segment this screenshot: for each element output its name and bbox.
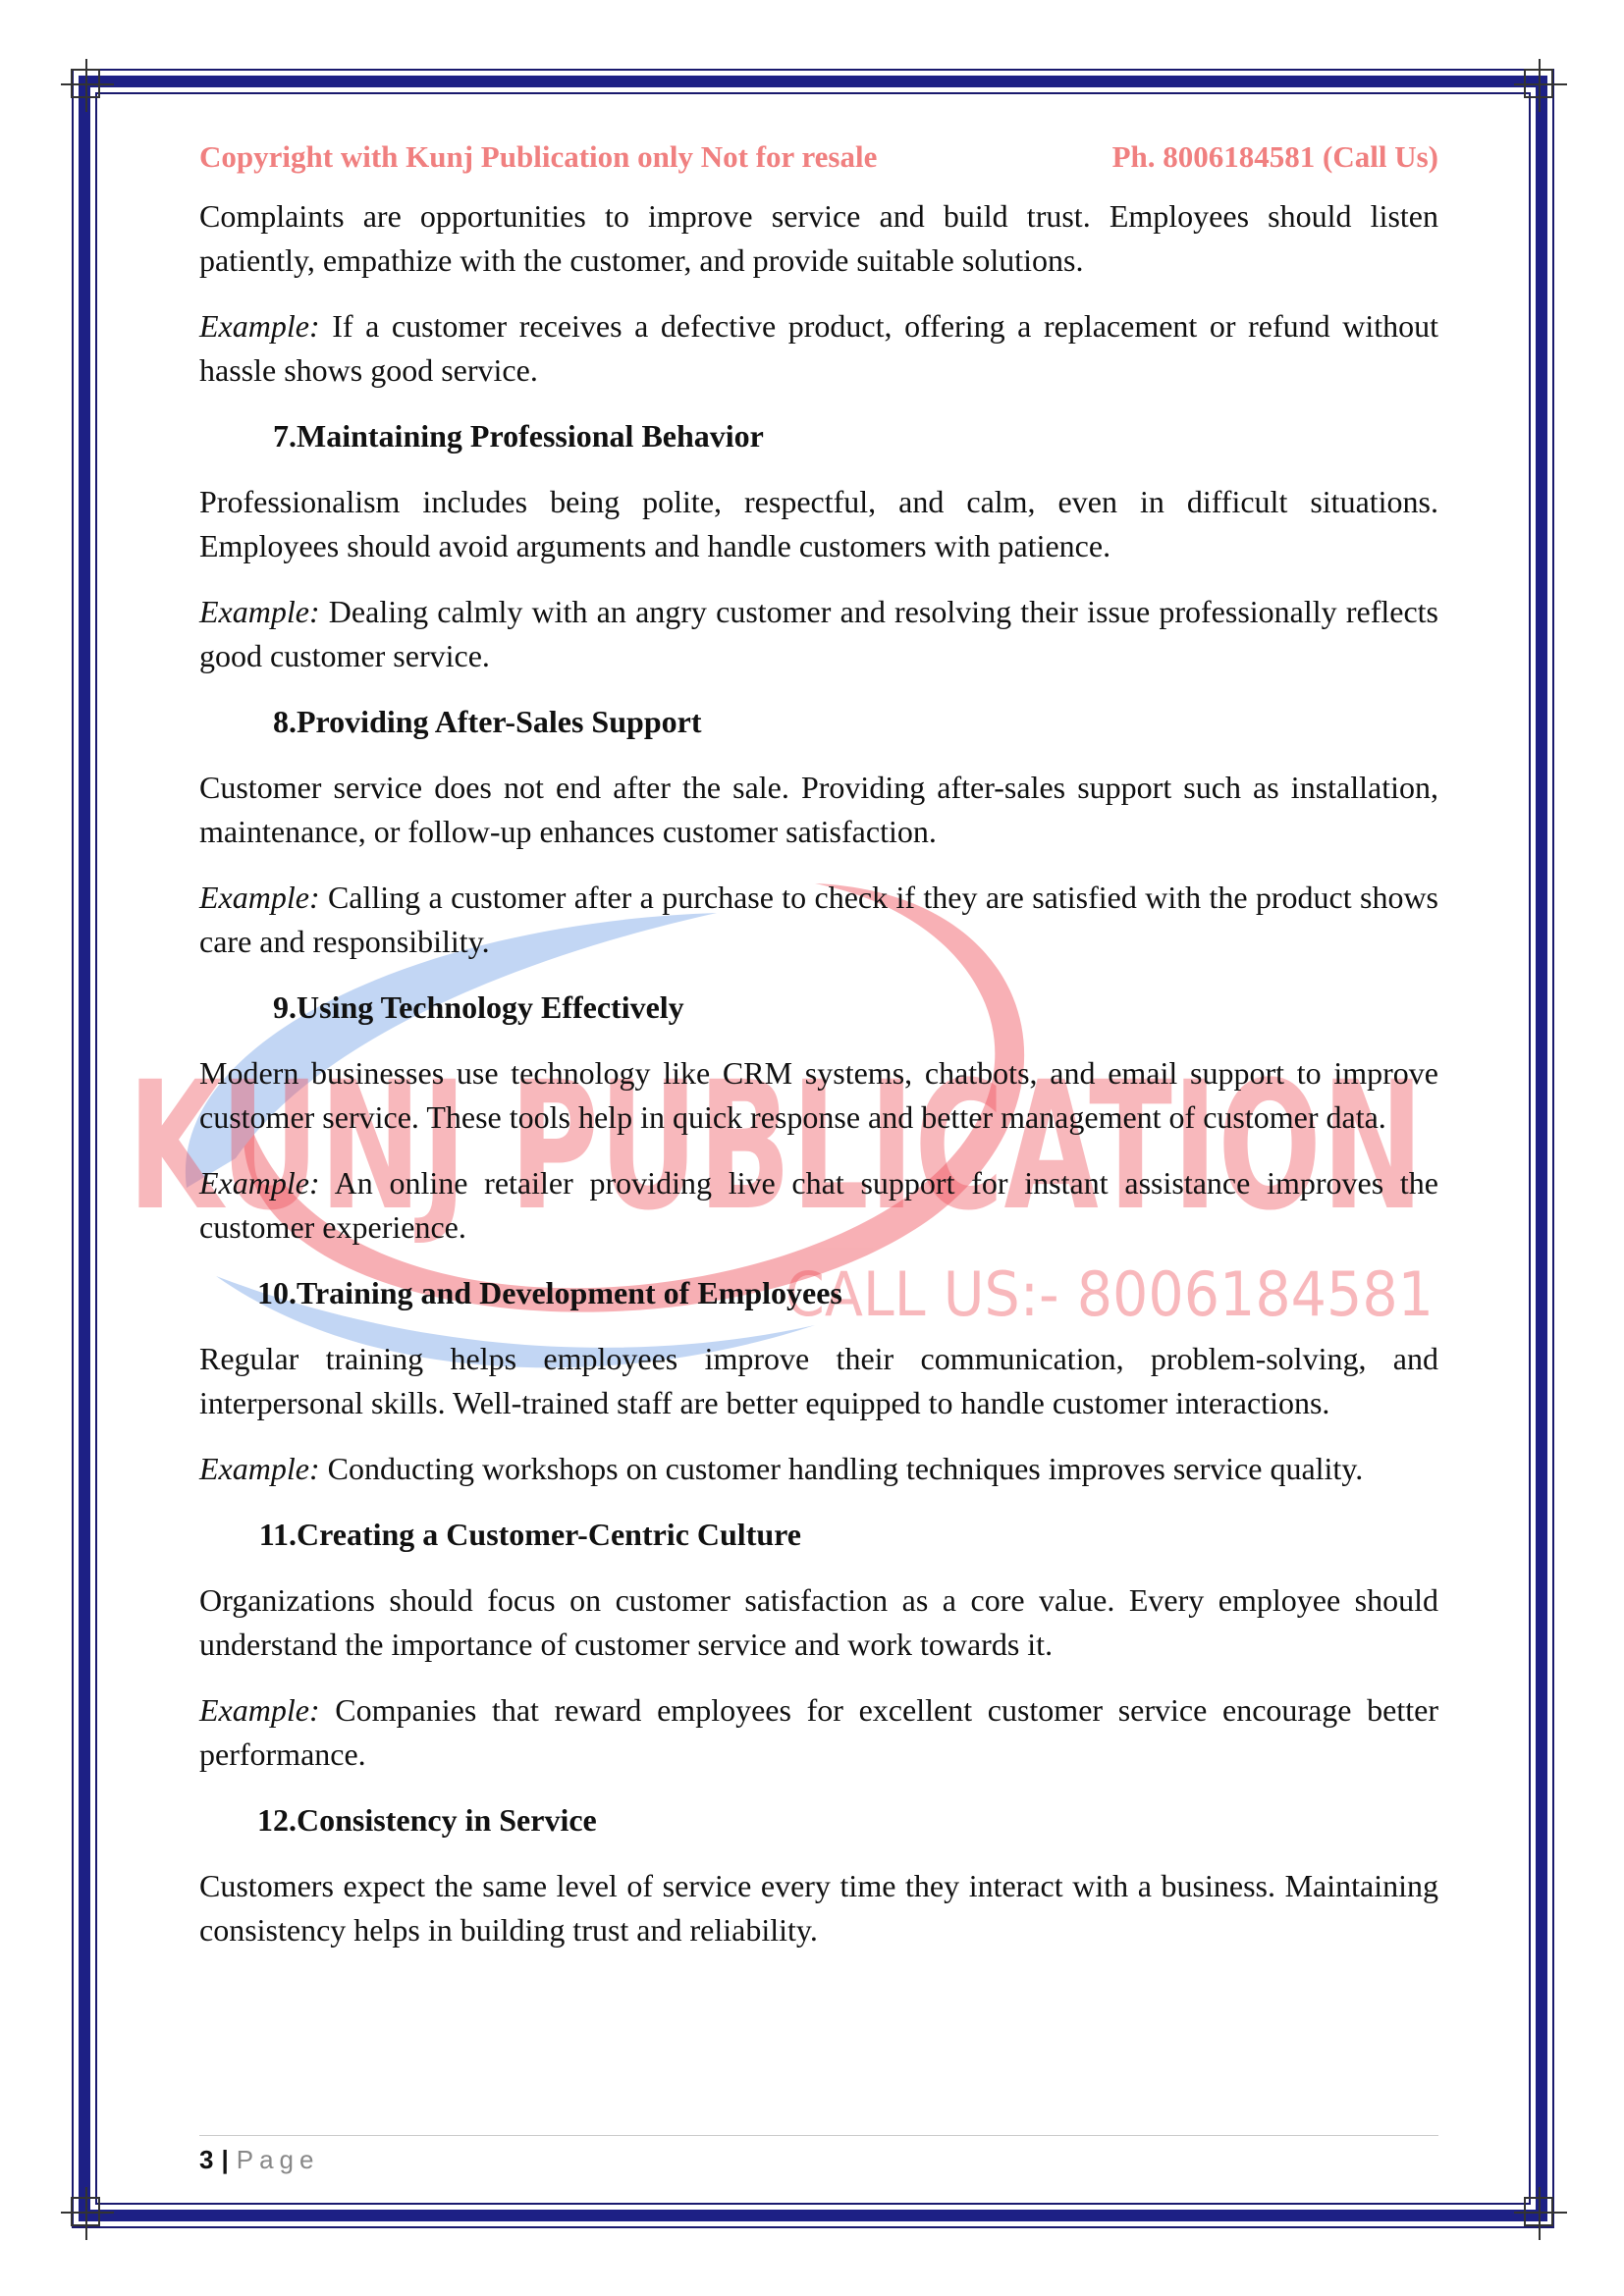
section-number: 8. (273, 704, 297, 739)
section-number: 11. (258, 1517, 297, 1552)
corner-ornament-bottom-right (1524, 2197, 1553, 2226)
corner-ornament-top-right (1524, 69, 1553, 98)
section-example (199, 590, 1438, 678)
watermark-title: KUNJ PUBLICATION (128, 1044, 1424, 1250)
section-paragraph: Modern businesses use technology like CRM systems, chatbots, and email support to improve customer service. These tools help in quick response and better management of customer data. (199, 1055, 1438, 1135)
section-title: Creating a Customer-Centric Culture (297, 1517, 801, 1552)
intro-paragraph: Complaints are opportunities to improve service and build trust. Employees should listen patiently, empathize with the customer, and provide suitable solutions. (199, 198, 1438, 278)
intro-example (199, 304, 1438, 393)
example-text: Conducting workshops on customer handling techniques improves service quality. (319, 1451, 1364, 1486)
example-label: Example: (199, 880, 320, 915)
section-paragraph: Professionalism includes being polite, respectful, and calm, even in difficult situations. Employees should avoid arguments and handle customers with patience. (199, 484, 1438, 563)
section-title: Using Technology Effectively (297, 989, 684, 1025)
section-number: 9. (273, 989, 297, 1025)
section-title: Training and Development of Employees (297, 1275, 842, 1310)
page-number: 3 (199, 2145, 214, 2174)
section-heading-12 (199, 1798, 1438, 1842)
section-paragraph: Organizations should focus on customer satisfaction as a core value. Every employee should understand the importance of customer service and work towards it. (199, 1582, 1438, 1662)
section-heading-9 (199, 986, 1438, 1030)
section-heading-11 (199, 1513, 1438, 1557)
section-paragraph: Customers expect the same level of service every time they interact with a business. Maintaining consistency helps in building trust and reliability. (199, 1868, 1438, 1948)
page-footer (199, 2145, 319, 2175)
section-example (199, 1688, 1438, 1777)
section-paragraph: Regular training helps employees improve their communication, problem-solving, and interpersonal skills. Well-trained staff are better equipped to handle customer interactions. (199, 1341, 1438, 1420)
section-example (199, 1447, 1438, 1491)
section-number: 12. (257, 1802, 297, 1838)
example-label: Example: (199, 308, 320, 344)
section-number: 7. (273, 418, 297, 454)
example-label: Example: (199, 1451, 320, 1486)
section-heading-8 (199, 700, 1438, 744)
contact-phone: Ph. 8006184581 (Call Us) (1111, 139, 1438, 174)
footer-separator: | (221, 2145, 229, 2174)
corner-ornament-top-left (71, 69, 100, 98)
example-text: Dealing calmly with an angry customer and resolving their issue professionally reflects good customer service. (199, 594, 1438, 673)
section-example (199, 876, 1438, 964)
example-label: Example: (199, 1165, 320, 1201)
copyright-text: Copyright with Kunj Publication only Not for resale (199, 139, 878, 174)
corner-ornament-bottom-left (71, 2197, 100, 2226)
section-heading-10 (199, 1271, 1438, 1315)
section-title: Providing After-Sales Support (297, 704, 702, 739)
copyright-header (199, 139, 1438, 175)
example-text: If a customer receives a defective product, offering a replacement or refund without hassle shows good service. (199, 308, 1438, 388)
example-text: Calling a customer after a purchase to check if they are satisfied with the product shows care and responsibility. (199, 880, 1438, 959)
section-example (199, 1161, 1438, 1250)
page-label: Page (236, 2145, 320, 2174)
document-body (199, 194, 1438, 1974)
example-text: Companies that reward employees for excellent customer service encourage better performance. (199, 1692, 1438, 1772)
example-label: Example: (199, 594, 320, 629)
section-title: Maintaining Professional Behavior (297, 418, 764, 454)
section-number: 10. (257, 1275, 297, 1310)
section-paragraph: Customer service does not end after the sale. Providing after-sales support such as installation, maintenance, or follow-up enhances customer satisfaction. (199, 770, 1438, 849)
watermark-call: CALL US:- 8006184581 (785, 1258, 1434, 1330)
footer-divider (199, 2135, 1438, 2136)
section-title: Consistency in Service (297, 1802, 597, 1838)
example-text: An online retailer providing live chat support for instant assistance improves the customer experience. (199, 1165, 1438, 1245)
section-heading-7 (199, 414, 1438, 458)
example-label: Example: (199, 1692, 320, 1728)
